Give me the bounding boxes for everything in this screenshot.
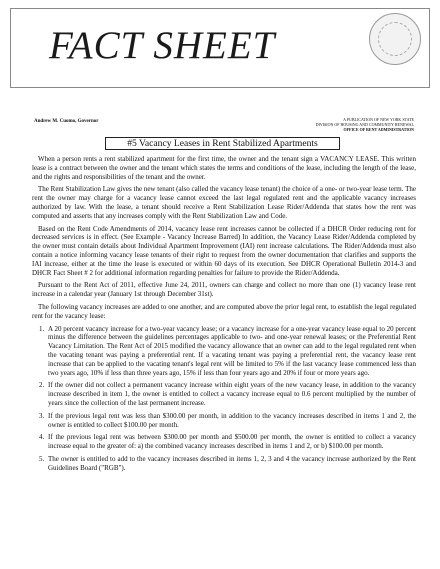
paragraph: The following vacancy increases are added to one another, and are computed above the prior legal rent, to establish the legal regulated rent for the vacancy lease: xyxy=(32,302,416,320)
list-item: 5. The owner is entitled to add to the vacancy increases described in items 1, 2, 3 and 4 the vacancy increase authorized by the Rent Guidelines Board ("RGB"). xyxy=(46,455,416,473)
banner-title: FACT SHEET xyxy=(49,24,276,67)
publisher-line-3: OFFICE OF RENT ADMINISTRATION xyxy=(343,127,414,132)
document-body xyxy=(32,155,416,477)
publisher-line-1: A PUBLICATION OF NEW YORK STATE xyxy=(343,117,414,122)
paragraph: When a person rents a rent stabilized apartment for the first time, the owner and the tenant sign a VACANCY LEASE. This written lease is a contract between the owner and the tenant which states the terms and conditions of the lease, including the length of the lease, and the rights and responsibilities of the tenant and the owner. xyxy=(32,155,416,181)
publication-header xyxy=(30,117,414,137)
publisher-info xyxy=(316,117,414,132)
list-item: 1. A 20 percent vacancy increase for a two-year vacancy lease; or a vacancy increase for a one-year vacancy lease equal to 20 percent minus the difference between the guidelines percentages applicable to two- and one-year renewal leases; or the Preferential Rent Vacancy Limitation. The Rent Act of 2015 modified the vacancy allowance that an owner can add to the legal regulated rent when the vacating tenant was paying a preferential rent. If a vacating tenant was paying a preferential rent, the vacancy lease rent increase that can be applied to the vacating tenant's legal rent will be limited to 5% if the last vacancy lease commenced less than two years ago, 10% if less than three years ago, 15% if less than four years ago and 20% if four or more years ago. xyxy=(46,325,416,378)
paragraph: Pursuant to the Rent Act of 2011, effective June 24, 2011, owners can charge and collect no more than one (1) vacancy lease rent increase in a calendar year (January 1st through December 31st). xyxy=(32,281,416,299)
fact-sheet-subtitle: #5 Vacancy Leases in Rent Stabilized Apartments xyxy=(105,137,340,150)
governor-name: Andrew M. Cuomo, Governor xyxy=(34,119,99,124)
paragraph: Based on the Rent Code Amendments of 2014, vacancy lease rent increases cannot be collected if a DHCR Order reducing rent for decreased services is in effect. (See Example - Vacancy Increase Barred) In addition, the Vacancy Lease Rider/Addenda completed by the owner must contain details about Individual Apartment Improvement (IAI) rent increase calculations. The Rider/Addenda must also contain a notice informing vacancy lease tenants of their right to request from the owner documentation that clarifies and supports the IAI increase, either at the time the lease is executed or within 60 days of its execution. See DHCR Operational Bulletin 2014-3 and DHCR Fact Sheet # 2 for additional information regarding penalties for failure to provide the Rider/Addenda. xyxy=(32,224,416,277)
publisher-line-2: DIVISION OF HOUSING AND COMMUNITY RENEWAL xyxy=(315,122,414,127)
paragraph: The Rent Stabilization Law gives the new tenant (also called the vacancy lease tenant) the choice of a one- or two-year lease term. The rent the owner may charge for a vacancy lease cannot exceed the last legal regulated rent and the applicable vacancy increases authorized by law. With the lease, a tenant should receive a Rent Stabilization Lease Rider/Addenda that states how the rent was computed and asserts that any increases comply with the Rent Stabilization Law and Code. xyxy=(32,185,416,220)
list-item: 2. If the owner did not collect a permanent vacancy increase within eight years of the new vacancy lease, in addition to the vacancy increase described in item 1, the owner is entitled to collect a vacancy increase equal to 0.6 percent multiplied by the number of years since the collection of the last permanent increase. xyxy=(46,381,416,407)
list-item: 3. If the previous legal rent was less than $300.00 per month, in addition to the vacancy increases described in items 1 and 2, the owner is entitled to collect $100.00 per month. xyxy=(46,412,416,430)
state-seal-icon xyxy=(369,13,421,65)
fact-sheet-banner xyxy=(10,8,430,88)
vacancy-increase-list xyxy=(32,325,416,473)
list-item: 4. If the previous legal rent was between $300.00 per month and $500.00 per month, the owner is entitled to collect a vacancy increase equal to the greater of: a) the combined vacancy increases described in items 1 and 2, or b) $100.00 per month. xyxy=(46,433,416,451)
